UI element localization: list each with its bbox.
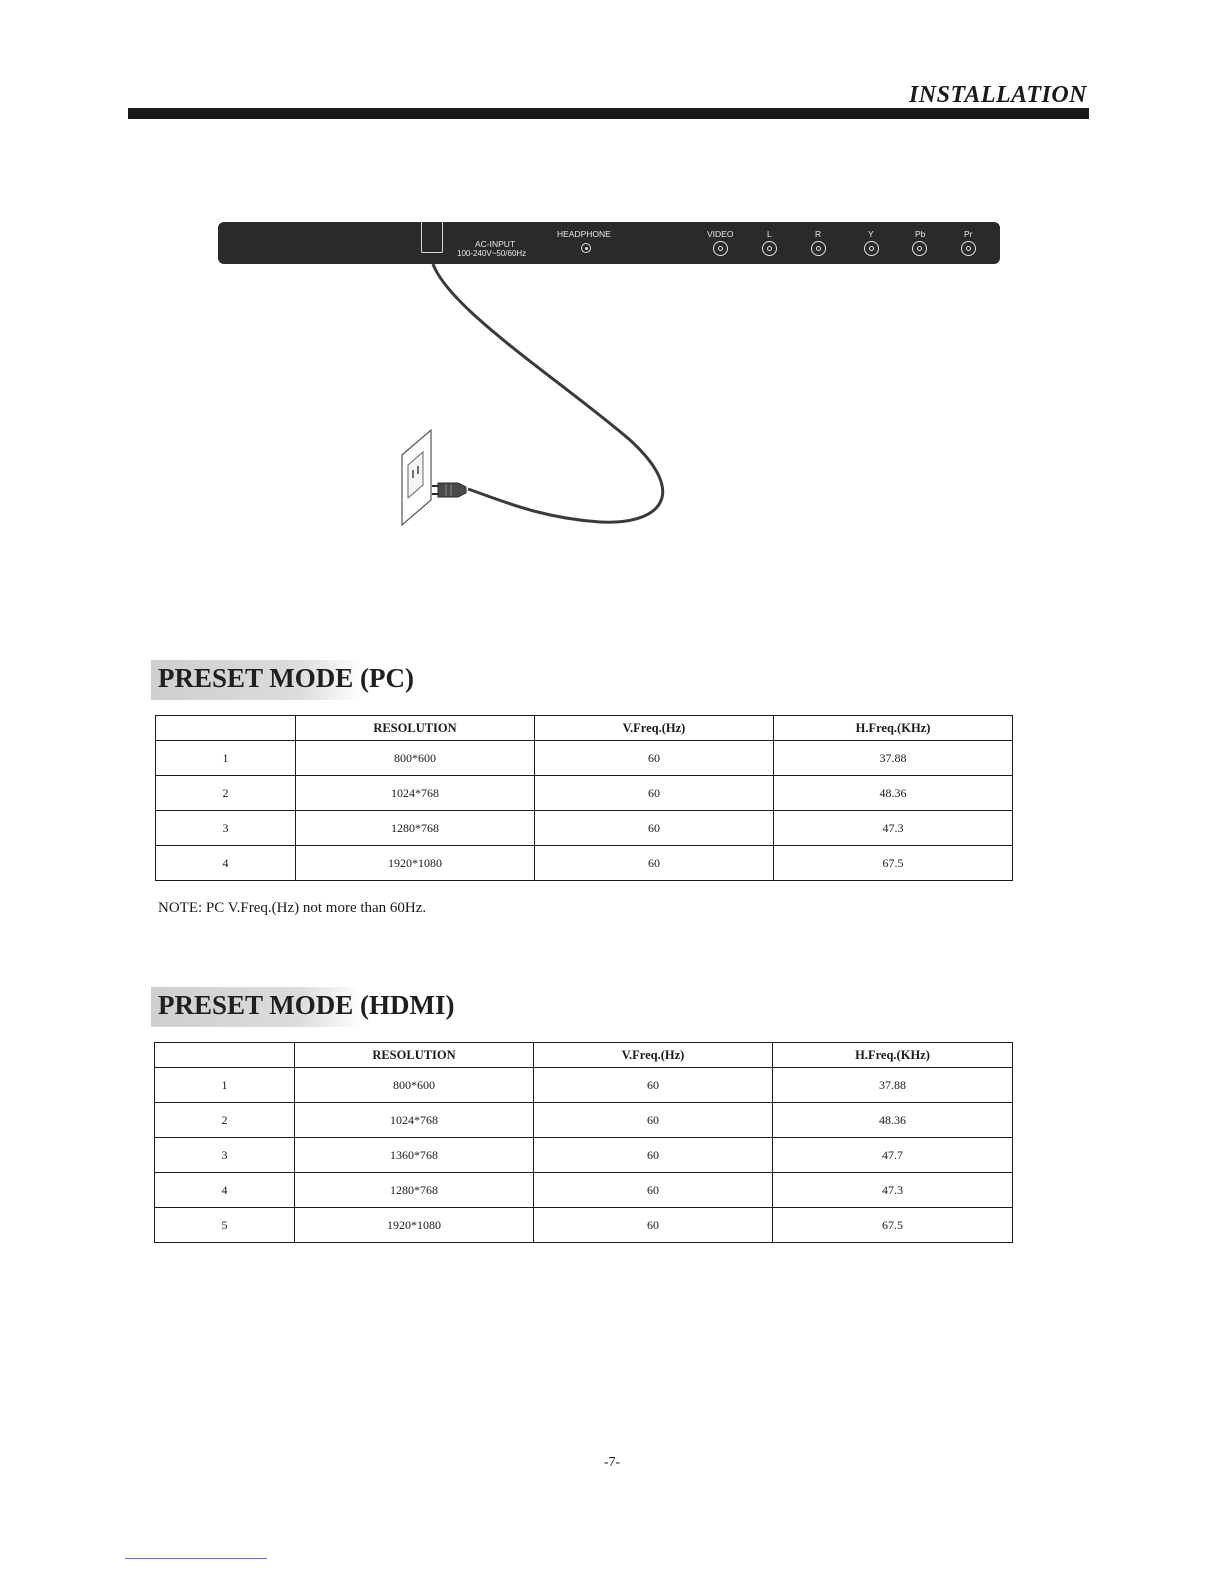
power-cord	[433, 264, 663, 522]
table-row	[155, 1068, 1013, 1103]
column-header	[155, 1043, 295, 1068]
table-cell-index: 5	[155, 1208, 295, 1243]
table-cell-resolution: 1280*768	[295, 1173, 534, 1208]
table-cell-resolution: 800*600	[296, 741, 535, 776]
hdmi-section-title-text: PRESET MODE (HDMI)	[158, 990, 455, 1020]
table-cell-resolution: 1280*768	[296, 811, 535, 846]
table-cell-hfreq: 67.5	[773, 1208, 1013, 1243]
pc-section-title	[151, 660, 415, 700]
table-cell-resolution: 1024*768	[296, 776, 535, 811]
column-header-hfreq: H.Freq.(KHz)	[774, 716, 1013, 741]
table-cell-index: 3	[155, 1138, 295, 1173]
table-cell-resolution: 800*600	[295, 1068, 534, 1103]
pr-label: Pr	[964, 229, 973, 239]
table-cell-hfreq: 67.5	[774, 846, 1013, 881]
table-row	[156, 741, 1013, 776]
table-cell-resolution: 1360*768	[295, 1138, 534, 1173]
column-header-vfreq: V.Freq.(Hz)	[535, 716, 774, 741]
table-cell-hfreq: 47.7	[773, 1138, 1013, 1173]
column-header-resolution: RESOLUTION	[295, 1043, 534, 1068]
headphone-label: HEADPHONE	[557, 229, 611, 239]
ac-input-label: AC-INPUT	[475, 239, 516, 249]
page-header-title: INSTALLATION	[908, 82, 1087, 108]
table-cell-hfreq: 37.88	[774, 741, 1013, 776]
table-header-row	[155, 1043, 1013, 1068]
table-cell-index: 2	[156, 776, 296, 811]
table-row	[156, 776, 1013, 811]
table-cell-vfreq: 60	[534, 1103, 773, 1138]
l-label: L	[767, 229, 772, 239]
column-header-vfreq: V.Freq.(Hz)	[534, 1043, 773, 1068]
table-cell-index: 2	[155, 1103, 295, 1138]
table-cell-hfreq: 37.88	[773, 1068, 1013, 1103]
table-cell-index: 4	[156, 846, 296, 881]
hdmi-preset-table	[154, 1042, 1013, 1243]
table-row	[155, 1173, 1013, 1208]
power-cord-illustration	[0, 0, 1224, 600]
table-cell-hfreq: 48.36	[774, 776, 1013, 811]
pc-note: NOTE: PC V.Freq.(Hz) not more than 60Hz.	[158, 900, 427, 916]
hdmi-section-title	[151, 987, 455, 1027]
table-cell-index: 1	[156, 741, 296, 776]
table-row	[156, 811, 1013, 846]
table-row	[156, 846, 1013, 881]
table-cell-resolution: 1920*1080	[296, 846, 535, 881]
table-cell-resolution: 1024*768	[295, 1103, 534, 1138]
table-cell-resolution: 1920*1080	[295, 1208, 534, 1243]
pc-preset-table	[155, 715, 1013, 881]
footer-link-rule	[125, 1558, 267, 1559]
table-cell-index: 1	[155, 1068, 295, 1103]
table-cell-vfreq: 60	[534, 1208, 773, 1243]
pc-section-title-text: PRESET MODE (PC)	[158, 663, 415, 693]
video-label: VIDEO	[707, 229, 734, 239]
table-cell-vfreq: 60	[534, 1068, 773, 1103]
table-row	[155, 1103, 1013, 1138]
table-cell-index: 4	[155, 1173, 295, 1208]
table-cell-vfreq: 60	[535, 846, 774, 881]
table-cell-hfreq: 48.36	[773, 1103, 1013, 1138]
pb-label: Pb	[915, 229, 926, 239]
column-header-hfreq: H.Freq.(KHz)	[773, 1043, 1013, 1068]
table-header-row	[156, 716, 1013, 741]
wall-outlet-icon	[402, 430, 431, 525]
table-cell-vfreq: 60	[535, 811, 774, 846]
page-number: -7-	[603, 1455, 621, 1470]
table-cell-vfreq: 60	[534, 1138, 773, 1173]
column-header	[156, 716, 296, 741]
ac-input-spec: 100-240V~50/60Hz	[457, 249, 527, 258]
plug-icon	[432, 483, 466, 497]
table-cell-vfreq: 60	[535, 776, 774, 811]
table-cell-vfreq: 60	[534, 1173, 773, 1208]
table-row	[155, 1208, 1013, 1243]
table-cell-index: 3	[156, 811, 296, 846]
table-cell-hfreq: 47.3	[773, 1173, 1013, 1208]
table-cell-vfreq: 60	[535, 741, 774, 776]
table-cell-hfreq: 47.3	[774, 811, 1013, 846]
table-row	[155, 1138, 1013, 1173]
r-label: R	[815, 229, 822, 239]
column-header-resolution: RESOLUTION	[296, 716, 535, 741]
y-label: Y	[868, 229, 874, 239]
